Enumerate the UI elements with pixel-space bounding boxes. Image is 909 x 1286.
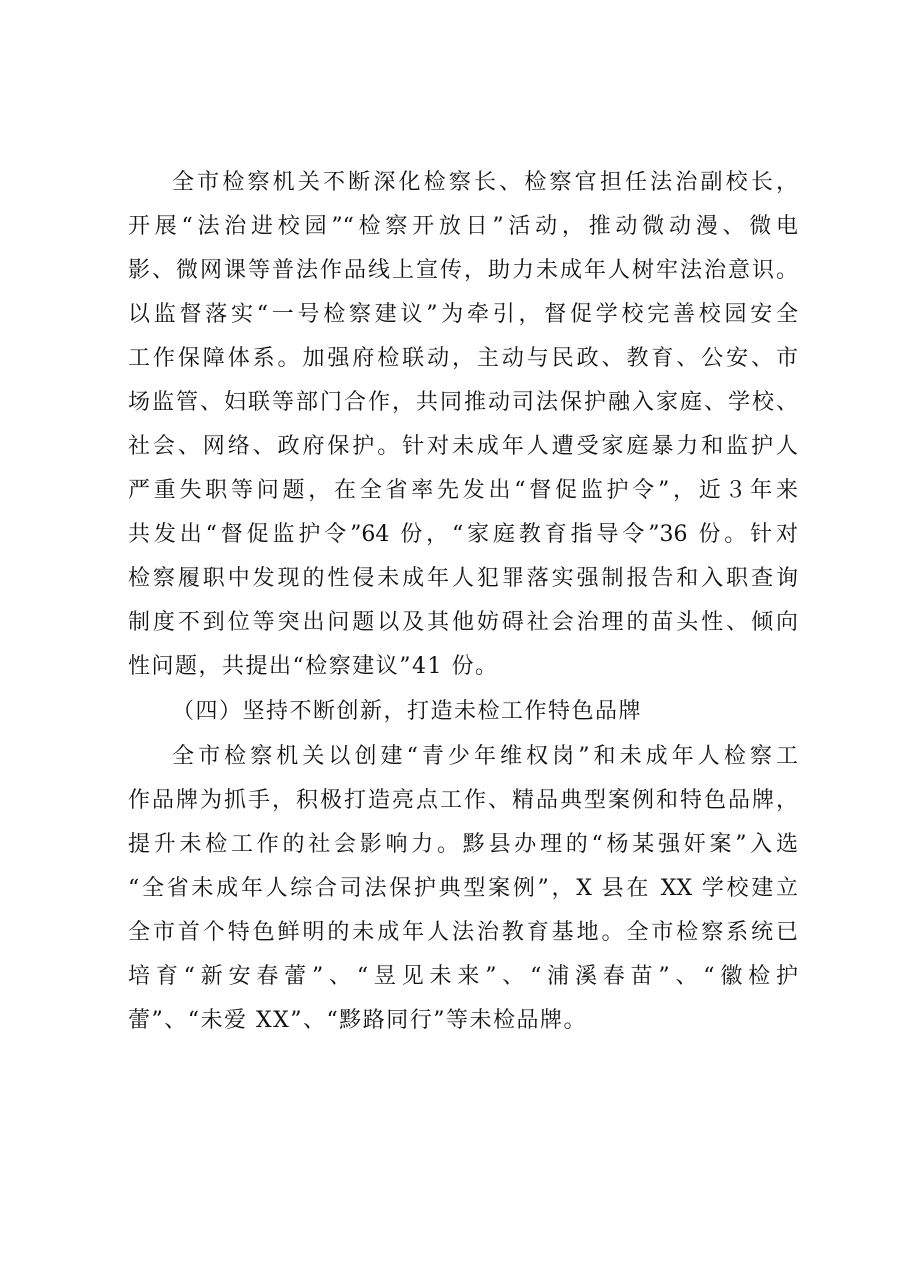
paragraph-2-line-6: 培育“新安春蕾”、“昱见未来”、“浦溪春苗”、“徽检护 bbox=[128, 964, 798, 989]
paragraph-2-line-1: 全市检察机关以创建“青少年维权岗”和未成年人检察工 bbox=[172, 744, 798, 769]
paragraph-2-line-5: 全市首个特色鲜明的未成年人法治教育基地。全市检察系统已 bbox=[128, 920, 798, 945]
paragraph-1-line-1: 全市检察机关不断深化检察长、检察官担任法治副校长， bbox=[172, 170, 798, 195]
paragraph-2-line-4: “全省未成年人综合司法保护典型案例”，X 县在 XX 学校建立 bbox=[128, 876, 798, 901]
paragraph-1-line-6: 场监管、妇联等部门合作，共同推动司法保护融入家庭、学校、 bbox=[128, 390, 798, 415]
paragraph-1-line-11: 制度不到位等突出问题以及其他妨碍社会治理的苗头性、倾向 bbox=[128, 610, 798, 635]
paragraph-1-line-3: 影、微网课等普法作品线上宣传，助力未成年人树牢法治意识。 bbox=[128, 258, 798, 283]
paragraph-1-line-8: 严重失职等问题，在全省率先发出“督促监护令”，近３年来 bbox=[128, 478, 798, 503]
paragraph-1-line-4: 以监督落实“一号检察建议”为牵引，督促学校完善校园安全 bbox=[128, 302, 798, 327]
paragraph-1-line-10: 检察履职中发现的性侵未成年人犯罪落实强制报告和入职查询 bbox=[128, 566, 798, 591]
paragraph-2-line-7: 蕾”、“未爱 XX”、“黟路同行”等未检品牌。 bbox=[128, 1008, 588, 1033]
paragraph-2-line-3: 提升未检工作的社会影响力。黟县办理的“杨某强奸案”入选 bbox=[128, 832, 798, 857]
paragraph-1-line-2: 开展“法治进校园”“检察开放日”活动，推动微动漫、微电 bbox=[128, 214, 798, 239]
paragraph-2-line-2: 作品牌为抓手，积极打造亮点工作、精品典型案例和特色品牌， bbox=[128, 788, 798, 813]
section-heading-4: （四）坚持不断创新，打造未检工作特色品牌 bbox=[172, 699, 643, 724]
paragraph-1-line-5: 工作保障体系。加强府检联动，主动与民政、教育、公安、市 bbox=[128, 346, 798, 371]
paragraph-1-line-9: 共发出“督促监护令”64 份，“家庭教育指导令”36 份。针对 bbox=[128, 522, 798, 547]
paragraph-1-line-7: 社会、网络、政府保护。针对未成年人遭受家庭暴力和监护人 bbox=[128, 434, 798, 459]
paragraph-1-line-12: 性问题，共提出“检察建议”41 份。 bbox=[128, 654, 499, 679]
